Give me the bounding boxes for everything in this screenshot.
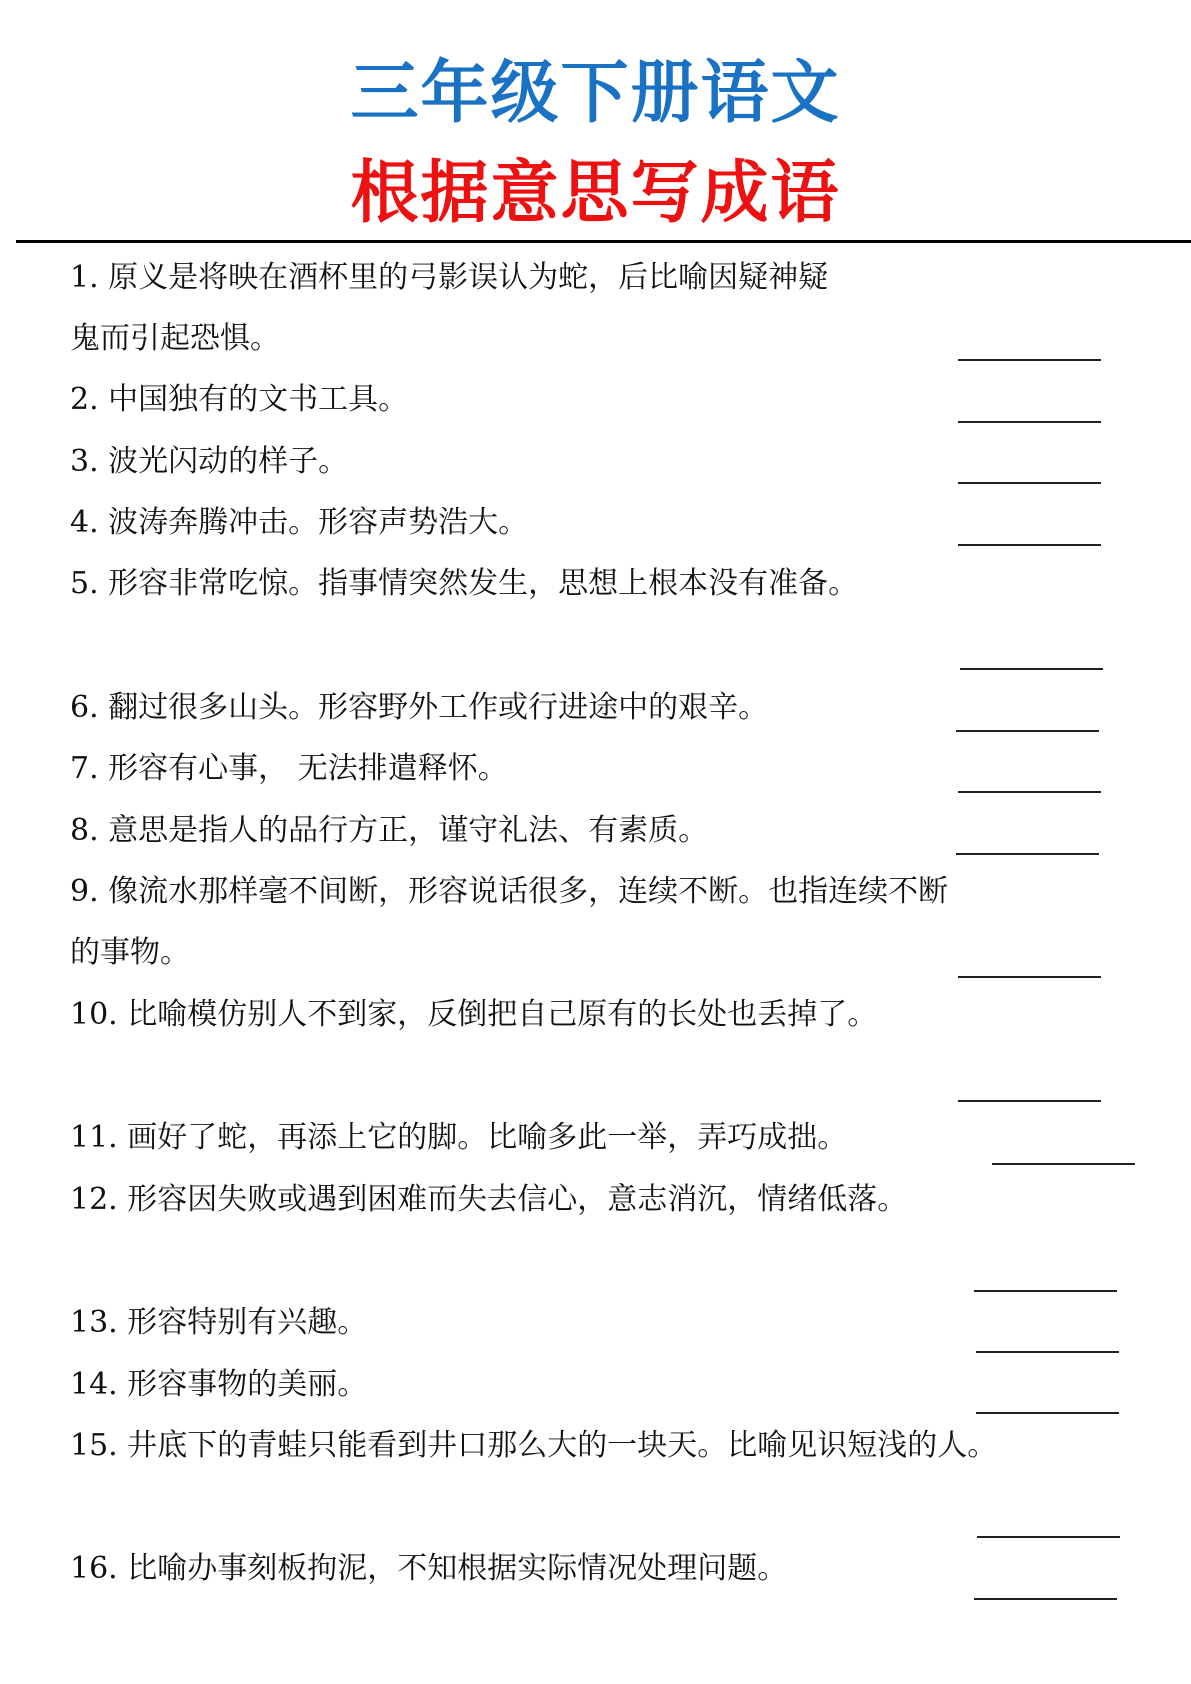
question-line: 鬼而引起恐惧。 xyxy=(70,321,280,356)
answer-blank-14[interactable] xyxy=(976,1412,1119,1414)
question-line: 7. 形容有心事， 无法排遣释怀。 xyxy=(70,751,508,786)
answer-blank-6[interactable] xyxy=(956,730,1099,732)
question-line: 3. 波光闪动的样子。 xyxy=(70,444,349,479)
question-line: 2. 中国独有的文书工具。 xyxy=(70,382,409,417)
header-divider xyxy=(16,240,1191,243)
answer-blank-9[interactable] xyxy=(958,976,1101,978)
question-line: 15. 井底下的青蛙只能看到井口那么大的一块天。比喻见识短浅的人。 xyxy=(70,1428,998,1463)
answer-blank-4[interactable] xyxy=(958,544,1101,546)
answer-blank-16[interactable] xyxy=(974,1598,1117,1600)
question-line: 12. 形容因失败或遇到困难而失去信心，意志消沉，情绪低落。 xyxy=(70,1182,908,1217)
question-line: 13. 形容特别有兴趣。 xyxy=(70,1305,368,1340)
question-line: 8. 意思是指人的品行方正，谨守礼法、有素质。 xyxy=(70,813,709,848)
answer-blank-8[interactable] xyxy=(956,853,1099,855)
question-line: 10. 比喻模仿别人不到家，反倒把自己原有的长处也丢掉了。 xyxy=(70,997,878,1032)
question-line: 14. 形容事物的美丽。 xyxy=(70,1367,368,1402)
question-line: 5. 形容非常吃惊。指事情突然发生，思想上根本没有准备。 xyxy=(70,566,859,601)
question-line: 4. 波涛奔腾冲击。形容声势浩大。 xyxy=(70,505,529,540)
question-line: 的事物。 xyxy=(70,935,190,970)
answer-blank-5[interactable] xyxy=(960,668,1103,670)
answer-blank-13[interactable] xyxy=(976,1351,1119,1353)
question-line: 11. 画好了蛇，再添上它的脚。比喻多此一举，弄巧成拙。 xyxy=(70,1120,848,1155)
page-title: 三年级下册语文 xyxy=(350,54,841,133)
page-subtitle: 根据意思写成语 xyxy=(350,154,841,233)
answer-blank-1[interactable] xyxy=(958,359,1101,361)
answer-blank-10[interactable] xyxy=(958,1100,1101,1102)
question-line: 1. 原义是将映在酒杯里的弓影误认为蛇，后比喻因疑神疑 xyxy=(70,260,829,295)
question-line: 6. 翻过很多山头。形容野外工作或行进途中的艰辛。 xyxy=(70,690,769,725)
answer-blank-7[interactable] xyxy=(958,791,1101,793)
answer-blank-15[interactable] xyxy=(977,1536,1120,1538)
answer-blank-11[interactable] xyxy=(992,1163,1135,1165)
question-line: 16. 比喻办事刻板拘泥，不知根据实际情况处理问题。 xyxy=(70,1551,788,1586)
answer-blank-3[interactable] xyxy=(958,482,1101,484)
question-line: 9. 像流水那样毫不间断，形容说话很多，连续不断。也指连续不断 xyxy=(70,874,949,909)
answer-blank-2[interactable] xyxy=(958,421,1101,423)
answer-blank-12[interactable] xyxy=(974,1290,1117,1292)
